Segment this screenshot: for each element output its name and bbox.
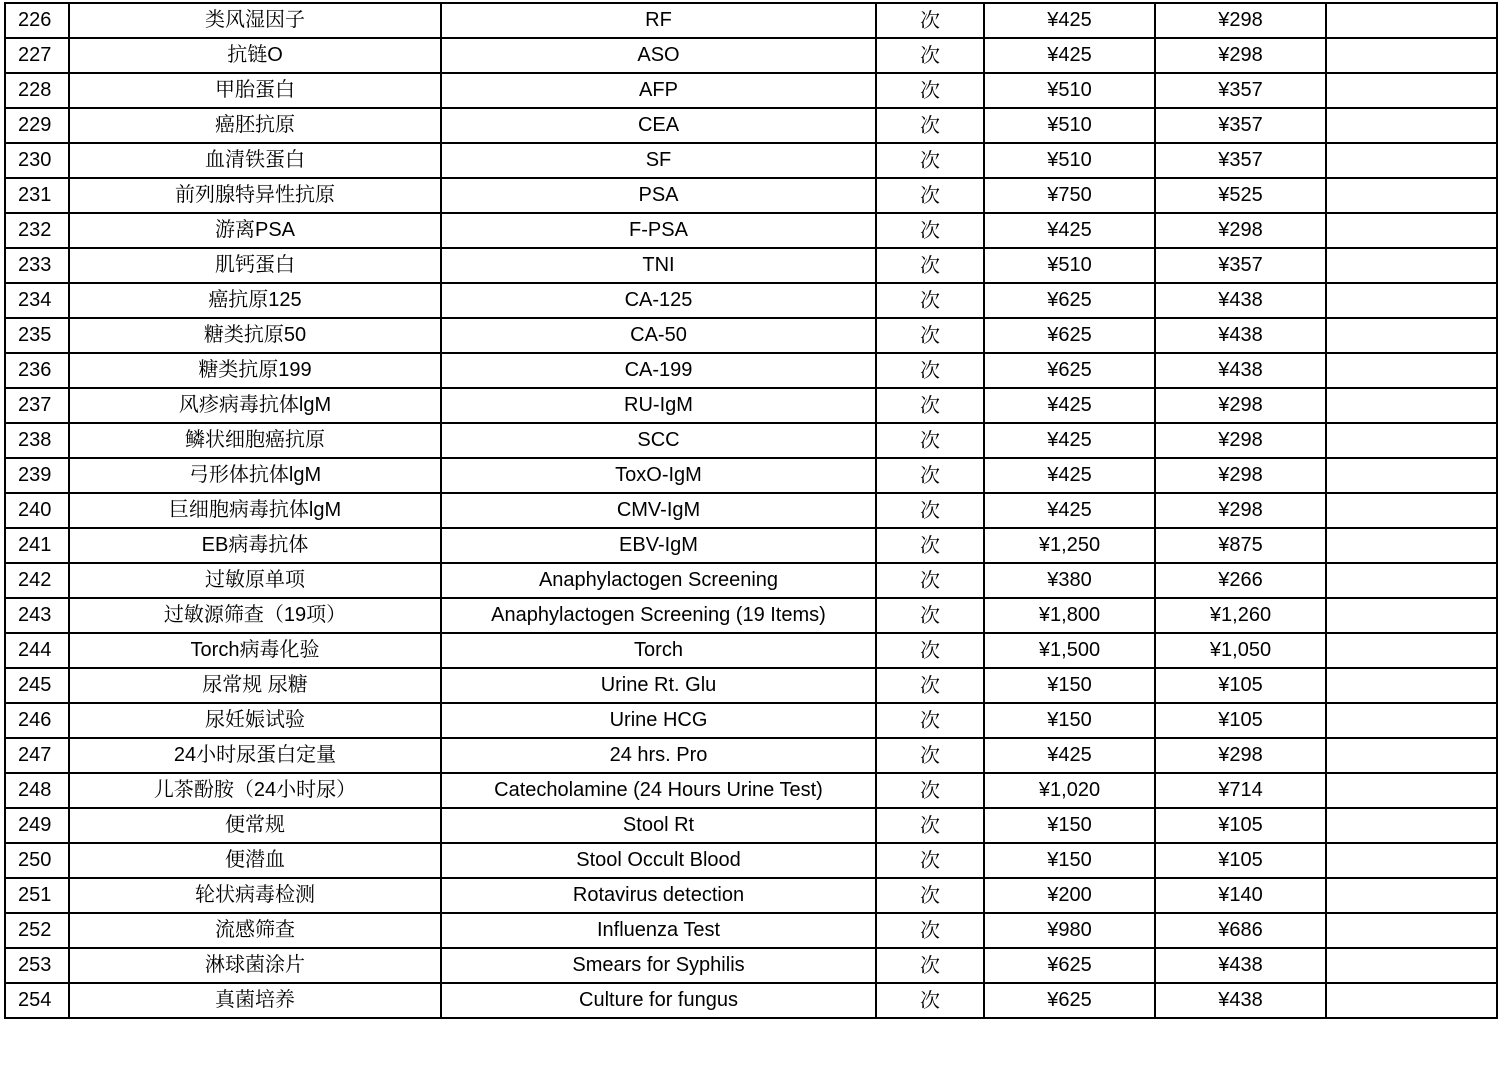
item-name-en: Anaphylactogen Screening (19 Items) xyxy=(441,598,876,633)
table-row xyxy=(5,668,1497,703)
table-row xyxy=(5,563,1497,598)
item-number: 239 xyxy=(5,458,69,493)
item-price: ¥1,020 xyxy=(984,773,1155,808)
item-name-cn: 流感筛查 xyxy=(69,913,441,948)
item-unit: 次 xyxy=(876,73,984,108)
item-unit: 次 xyxy=(876,38,984,73)
item-price: ¥750 xyxy=(984,178,1155,213)
item-number: 228 xyxy=(5,73,69,108)
item-unit: 次 xyxy=(876,913,984,948)
item-name-cn: 甲胎蛋白 xyxy=(69,73,441,108)
item-note xyxy=(1326,878,1497,913)
table-row xyxy=(5,773,1497,808)
item-discount-price: ¥105 xyxy=(1155,668,1326,703)
item-unit: 次 xyxy=(876,283,984,318)
item-note xyxy=(1326,353,1497,388)
table-row xyxy=(5,213,1497,248)
item-number: 248 xyxy=(5,773,69,808)
item-unit: 次 xyxy=(876,458,984,493)
table-row xyxy=(5,143,1497,178)
item-price: ¥425 xyxy=(984,458,1155,493)
item-name-en: Stool Occult Blood xyxy=(441,843,876,878)
item-name-cn: Torch病毒化验 xyxy=(69,633,441,668)
item-discount-price: ¥438 xyxy=(1155,318,1326,353)
item-number: 250 xyxy=(5,843,69,878)
item-discount-price: ¥105 xyxy=(1155,703,1326,738)
item-note xyxy=(1326,563,1497,598)
item-discount-price: ¥298 xyxy=(1155,423,1326,458)
item-unit: 次 xyxy=(876,563,984,598)
item-price: ¥380 xyxy=(984,563,1155,598)
item-number: 237 xyxy=(5,388,69,423)
item-name-en: SCC xyxy=(441,423,876,458)
item-name-en: AFP xyxy=(441,73,876,108)
item-note xyxy=(1326,73,1497,108)
item-number: 253 xyxy=(5,948,69,983)
item-name-cn: 类风湿因子 xyxy=(69,3,441,38)
item-unit: 次 xyxy=(876,703,984,738)
item-price: ¥425 xyxy=(984,3,1155,38)
item-price: ¥510 xyxy=(984,248,1155,283)
item-price: ¥625 xyxy=(984,948,1155,983)
item-note xyxy=(1326,633,1497,668)
item-price: ¥200 xyxy=(984,878,1155,913)
item-note xyxy=(1326,318,1497,353)
item-note xyxy=(1326,913,1497,948)
item-price: ¥425 xyxy=(984,493,1155,528)
item-unit: 次 xyxy=(876,213,984,248)
item-name-en: ToxO-IgM xyxy=(441,458,876,493)
table-row xyxy=(5,318,1497,353)
item-number: 232 xyxy=(5,213,69,248)
item-unit: 次 xyxy=(876,983,984,1018)
item-number: 229 xyxy=(5,108,69,143)
item-unit: 次 xyxy=(876,598,984,633)
table-row xyxy=(5,353,1497,388)
item-name-cn: 淋球菌涂片 xyxy=(69,948,441,983)
item-note xyxy=(1326,668,1497,703)
item-name-cn: 前列腺特异性抗原 xyxy=(69,178,441,213)
item-price: ¥1,800 xyxy=(984,598,1155,633)
item-name-en: CA-125 xyxy=(441,283,876,318)
item-name-cn: 弓形体抗体lgM xyxy=(69,458,441,493)
item-unit: 次 xyxy=(876,528,984,563)
item-price: ¥1,500 xyxy=(984,633,1155,668)
item-unit: 次 xyxy=(876,388,984,423)
item-unit: 次 xyxy=(876,843,984,878)
item-unit: 次 xyxy=(876,633,984,668)
item-price: ¥150 xyxy=(984,668,1155,703)
item-name-cn: 癌胚抗原 xyxy=(69,108,441,143)
item-note xyxy=(1326,598,1497,633)
item-name-en: Stool Rt xyxy=(441,808,876,843)
item-price: ¥625 xyxy=(984,283,1155,318)
item-number: 251 xyxy=(5,878,69,913)
table-row xyxy=(5,843,1497,878)
item-name-en: Culture for fungus xyxy=(441,983,876,1018)
item-price: ¥510 xyxy=(984,108,1155,143)
item-discount-price: ¥357 xyxy=(1155,73,1326,108)
item-discount-price: ¥357 xyxy=(1155,143,1326,178)
item-discount-price: ¥298 xyxy=(1155,738,1326,773)
item-name-en: Catecholamine (24 Hours Urine Test) xyxy=(441,773,876,808)
item-unit: 次 xyxy=(876,668,984,703)
item-name-cn: 巨细胞病毒抗体lgM xyxy=(69,493,441,528)
item-note xyxy=(1326,143,1497,178)
table-row xyxy=(5,703,1497,738)
item-name-en: F-PSA xyxy=(441,213,876,248)
item-name-en: EBV-IgM xyxy=(441,528,876,563)
item-name-cn: 轮状病毒检测 xyxy=(69,878,441,913)
item-name-cn: 过敏源筛查（19项） xyxy=(69,598,441,633)
item-name-en: Anaphylactogen Screening xyxy=(441,563,876,598)
item-name-en: RU-IgM xyxy=(441,388,876,423)
item-note xyxy=(1326,983,1497,1018)
item-name-en: Urine HCG xyxy=(441,703,876,738)
table-row xyxy=(5,633,1497,668)
item-price: ¥510 xyxy=(984,73,1155,108)
item-number: 234 xyxy=(5,283,69,318)
item-discount-price: ¥1,050 xyxy=(1155,633,1326,668)
item-name-en: Influenza Test xyxy=(441,913,876,948)
item-discount-price: ¥298 xyxy=(1155,38,1326,73)
item-name-cn: 肌钙蛋白 xyxy=(69,248,441,283)
item-discount-price: ¥686 xyxy=(1155,913,1326,948)
item-number: 245 xyxy=(5,668,69,703)
table-row xyxy=(5,283,1497,318)
item-price: ¥625 xyxy=(984,353,1155,388)
item-price: ¥425 xyxy=(984,738,1155,773)
item-name-en: Urine Rt. Glu xyxy=(441,668,876,703)
item-name-cn: 风疹病毒抗体lgM xyxy=(69,388,441,423)
item-unit: 次 xyxy=(876,773,984,808)
item-discount-price: ¥438 xyxy=(1155,983,1326,1018)
item-name-en: ASO xyxy=(441,38,876,73)
item-name-cn: 抗链O xyxy=(69,38,441,73)
item-unit: 次 xyxy=(876,493,984,528)
table-row xyxy=(5,423,1497,458)
item-number: 244 xyxy=(5,633,69,668)
item-number: 249 xyxy=(5,808,69,843)
item-name-en: CA-50 xyxy=(441,318,876,353)
item-number: 238 xyxy=(5,423,69,458)
item-name-cn: 尿妊娠试验 xyxy=(69,703,441,738)
item-discount-price: ¥438 xyxy=(1155,353,1326,388)
table-row xyxy=(5,948,1497,983)
item-number: 240 xyxy=(5,493,69,528)
item-name-en: 24 hrs. Pro xyxy=(441,738,876,773)
table-row xyxy=(5,388,1497,423)
table-row xyxy=(5,108,1497,143)
item-note xyxy=(1326,38,1497,73)
item-number: 241 xyxy=(5,528,69,563)
item-note xyxy=(1326,458,1497,493)
table-row xyxy=(5,528,1497,563)
item-number: 242 xyxy=(5,563,69,598)
item-name-cn: 24小时尿蛋白定量 xyxy=(69,738,441,773)
item-note xyxy=(1326,773,1497,808)
item-number: 227 xyxy=(5,38,69,73)
item-price: ¥150 xyxy=(984,808,1155,843)
table-row xyxy=(5,738,1497,773)
item-name-cn: 尿常规 尿糖 xyxy=(69,668,441,703)
item-discount-price: ¥266 xyxy=(1155,563,1326,598)
item-discount-price: ¥298 xyxy=(1155,213,1326,248)
item-name-cn: 便潜血 xyxy=(69,843,441,878)
table-body xyxy=(5,3,1497,1018)
item-price: ¥980 xyxy=(984,913,1155,948)
item-name-en: TNI xyxy=(441,248,876,283)
item-discount-price: ¥357 xyxy=(1155,108,1326,143)
item-number: 254 xyxy=(5,983,69,1018)
item-note xyxy=(1326,948,1497,983)
item-price: ¥510 xyxy=(984,143,1155,178)
item-number: 252 xyxy=(5,913,69,948)
item-note xyxy=(1326,178,1497,213)
item-price: ¥150 xyxy=(984,703,1155,738)
item-name-cn: 真菌培养 xyxy=(69,983,441,1018)
item-price: ¥625 xyxy=(984,983,1155,1018)
item-name-en: Smears for Syphilis xyxy=(441,948,876,983)
item-discount-price: ¥438 xyxy=(1155,948,1326,983)
item-number: 243 xyxy=(5,598,69,633)
item-price: ¥425 xyxy=(984,388,1155,423)
item-name-cn: EB病毒抗体 xyxy=(69,528,441,563)
item-unit: 次 xyxy=(876,353,984,388)
item-price: ¥425 xyxy=(984,38,1155,73)
item-discount-price: ¥438 xyxy=(1155,283,1326,318)
item-name-cn: 血清铁蛋白 xyxy=(69,143,441,178)
item-note xyxy=(1326,738,1497,773)
item-unit: 次 xyxy=(876,423,984,458)
table-row xyxy=(5,493,1497,528)
item-discount-price: ¥525 xyxy=(1155,178,1326,213)
item-number: 235 xyxy=(5,318,69,353)
item-discount-price: ¥105 xyxy=(1155,808,1326,843)
item-name-cn: 便常规 xyxy=(69,808,441,843)
item-name-en: RF xyxy=(441,3,876,38)
price-table xyxy=(4,2,1498,1019)
item-name-en: CEA xyxy=(441,108,876,143)
item-discount-price: ¥105 xyxy=(1155,843,1326,878)
item-note xyxy=(1326,493,1497,528)
item-note xyxy=(1326,248,1497,283)
table-row xyxy=(5,248,1497,283)
item-name-cn: 过敏原单项 xyxy=(69,563,441,598)
item-price: ¥625 xyxy=(984,318,1155,353)
item-price: ¥150 xyxy=(984,843,1155,878)
item-name-en: Rotavirus detection xyxy=(441,878,876,913)
item-name-en: CMV-IgM xyxy=(441,493,876,528)
item-unit: 次 xyxy=(876,738,984,773)
table-row xyxy=(5,73,1497,108)
table-row xyxy=(5,598,1497,633)
item-note xyxy=(1326,808,1497,843)
item-note xyxy=(1326,3,1497,38)
item-name-cn: 糖类抗原50 xyxy=(69,318,441,353)
item-unit: 次 xyxy=(876,878,984,913)
item-discount-price: ¥875 xyxy=(1155,528,1326,563)
item-discount-price: ¥298 xyxy=(1155,493,1326,528)
item-number: 247 xyxy=(5,738,69,773)
item-name-cn: 癌抗原125 xyxy=(69,283,441,318)
table-row xyxy=(5,983,1497,1018)
item-discount-price: ¥714 xyxy=(1155,773,1326,808)
item-note xyxy=(1326,213,1497,248)
item-unit: 次 xyxy=(876,248,984,283)
item-unit: 次 xyxy=(876,108,984,143)
item-price: ¥425 xyxy=(984,423,1155,458)
table-row xyxy=(5,913,1497,948)
item-name-cn: 糖类抗原199 xyxy=(69,353,441,388)
item-unit: 次 xyxy=(876,808,984,843)
item-unit: 次 xyxy=(876,178,984,213)
item-number: 246 xyxy=(5,703,69,738)
item-note xyxy=(1326,388,1497,423)
item-discount-price: ¥1,260 xyxy=(1155,598,1326,633)
item-price: ¥425 xyxy=(984,213,1155,248)
item-unit: 次 xyxy=(876,318,984,353)
item-number: 226 xyxy=(5,3,69,38)
item-note xyxy=(1326,423,1497,458)
item-note xyxy=(1326,528,1497,563)
item-note xyxy=(1326,703,1497,738)
item-number: 233 xyxy=(5,248,69,283)
item-unit: 次 xyxy=(876,143,984,178)
table-row xyxy=(5,3,1497,38)
item-discount-price: ¥357 xyxy=(1155,248,1326,283)
item-discount-price: ¥298 xyxy=(1155,3,1326,38)
item-number: 230 xyxy=(5,143,69,178)
item-number: 236 xyxy=(5,353,69,388)
item-name-en: PSA xyxy=(441,178,876,213)
item-note xyxy=(1326,108,1497,143)
table-row xyxy=(5,178,1497,213)
item-name-en: SF xyxy=(441,143,876,178)
item-name-en: Torch xyxy=(441,633,876,668)
item-price: ¥1,250 xyxy=(984,528,1155,563)
item-name-en: CA-199 xyxy=(441,353,876,388)
item-note xyxy=(1326,283,1497,318)
item-number: 231 xyxy=(5,178,69,213)
item-note xyxy=(1326,843,1497,878)
item-discount-price: ¥140 xyxy=(1155,878,1326,913)
item-discount-price: ¥298 xyxy=(1155,388,1326,423)
table-row xyxy=(5,38,1497,73)
table-row xyxy=(5,878,1497,913)
item-unit: 次 xyxy=(876,948,984,983)
table-row xyxy=(5,458,1497,493)
item-unit: 次 xyxy=(876,3,984,38)
item-discount-price: ¥298 xyxy=(1155,458,1326,493)
item-name-cn: 儿茶酚胺（24小时尿） xyxy=(69,773,441,808)
item-name-cn: 游离PSA xyxy=(69,213,441,248)
item-name-cn: 鳞状细胞癌抗原 xyxy=(69,423,441,458)
table-row xyxy=(5,808,1497,843)
